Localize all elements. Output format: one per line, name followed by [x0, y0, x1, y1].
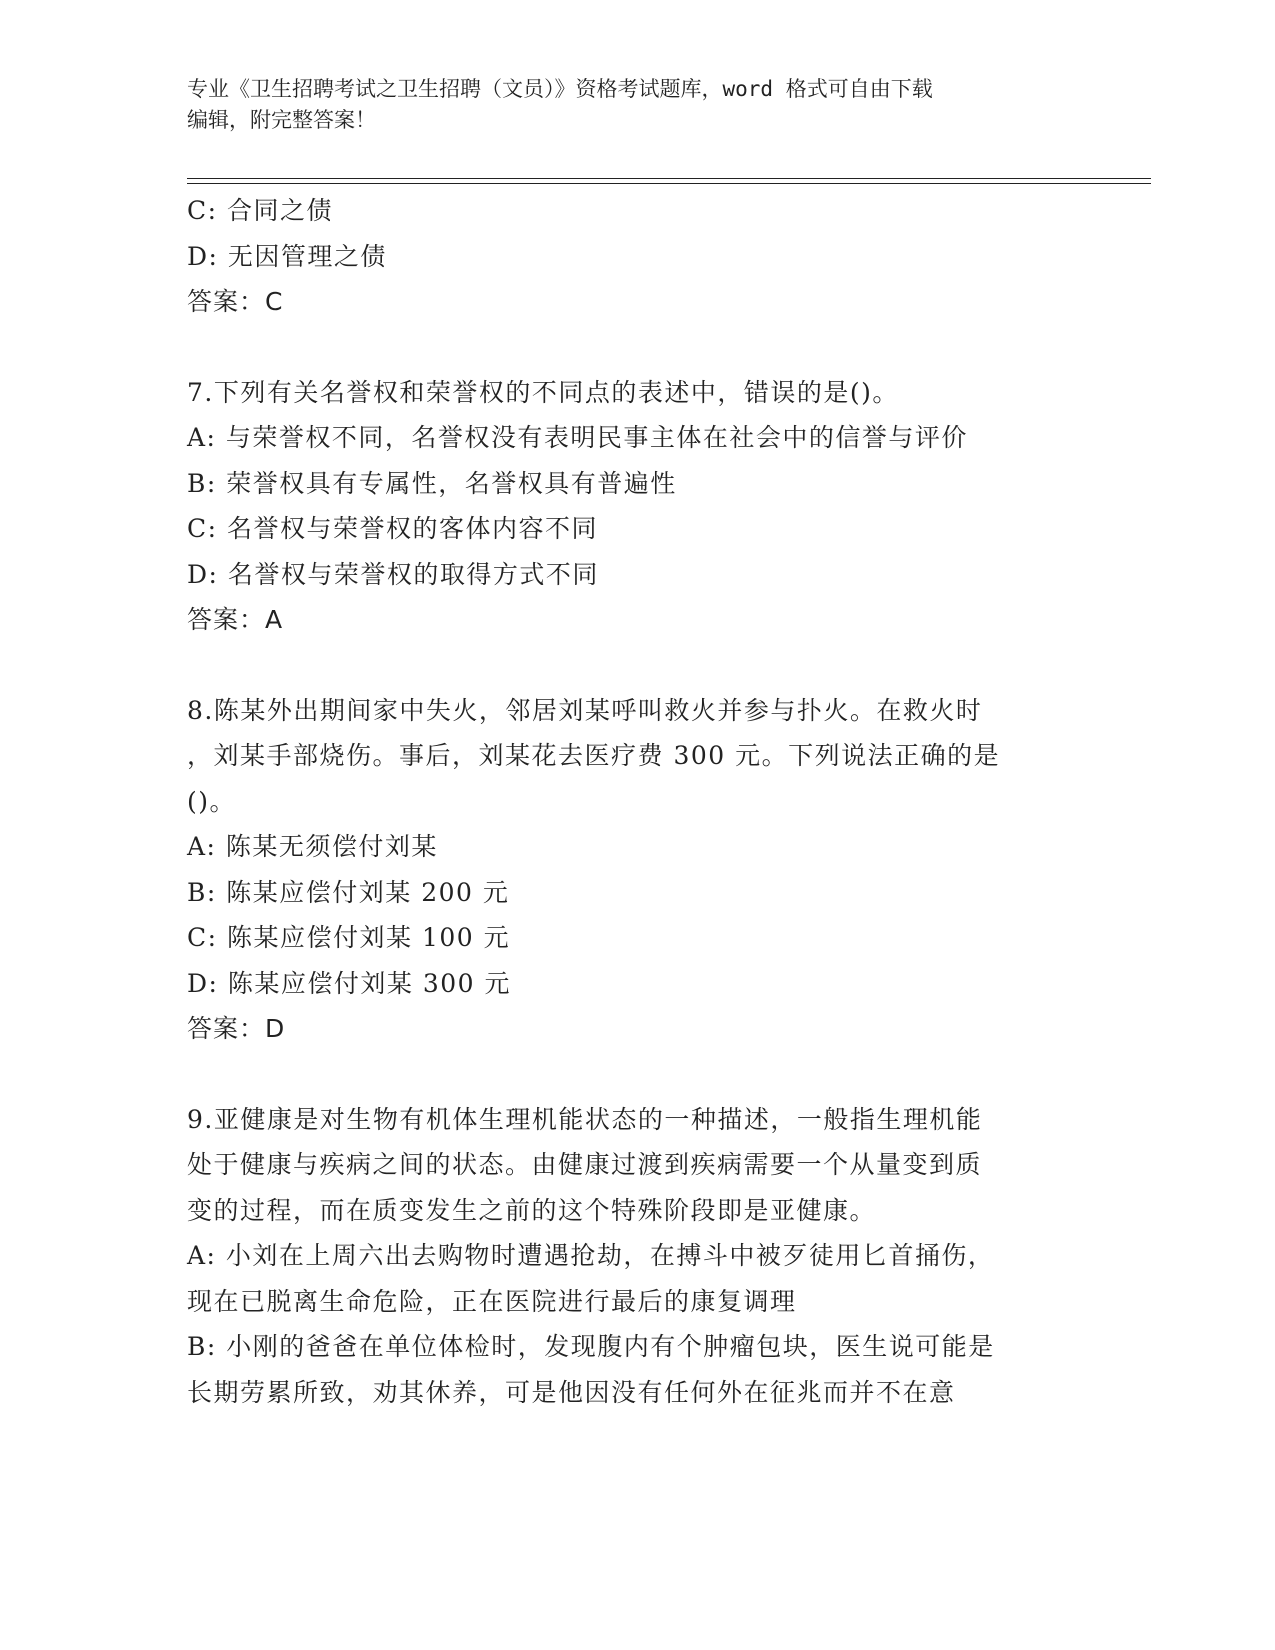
header-rule-bottom — [187, 183, 1151, 184]
question-6-tail — [187, 188, 1087, 325]
question-7 — [187, 370, 1087, 643]
header-rule-top — [187, 178, 1151, 179]
question-stem: ，刘某手部烧伤。事后，刘某花去医疗费 300 元。下列说法正确的是 — [187, 741, 1001, 770]
question-content — [187, 188, 1087, 1415]
option-a-continued: 现在已脱离生命危险，正在医院进行最后的康复调理 — [187, 1286, 797, 1316]
option-c: C: 陈某应偿付刘某 100 元 — [187, 923, 511, 952]
question-stem: 处于健康与疾病之间的状态。由健康过渡到疾病需要一个从量变到质 — [187, 1150, 983, 1179]
spacer — [187, 643, 1087, 688]
option-d: D: 名誉权与荣誉权的取得方式不同 — [187, 559, 599, 589]
option-b-continued: 长期劳累所致，劝其休养，可是他因没有任何外在征兆而并不在意 — [187, 1377, 956, 1407]
option-b: B: 陈某应偿付刘某 200 元 — [187, 877, 510, 907]
question-stem: 变的过程，而在质变发生之前的这个特殊阶段即是亚健康。 — [187, 1195, 877, 1225]
question-8 — [187, 688, 1087, 1052]
question-stem: 7.下列有关名誉权和荣誉权的不同点的表述中，错误的是()。 — [187, 377, 899, 407]
spacer — [187, 1052, 1087, 1097]
header-line-1: 专业《卫生招聘考试之卫生招聘（文员）》资格考试题库，word 格式可自由下载 — [187, 77, 933, 101]
option-b: B: 小刚的爸爸在单位体检时，发现腹内有个肿瘤包块，医生说可能是 — [187, 1332, 995, 1361]
answer-line: 答案：C — [187, 287, 284, 316]
header-line-2: 编辑，附完整答案！ — [187, 108, 376, 132]
answer-line: 答案：A — [187, 605, 284, 634]
page-header — [187, 74, 1087, 136]
answer-line: 答案：D — [187, 1014, 286, 1043]
option-a: A: 陈某无须偿付刘某 — [187, 832, 438, 861]
question-stem: ()。 — [187, 786, 237, 816]
option-a: A: 与荣誉权不同，名誉权没有表明民事主体在社会中的信誉与评价 — [187, 423, 968, 452]
option-c: C: 合同之债 — [187, 196, 333, 225]
option-a: A: 小刘在上周六出去购物时遭遇抢劫，在搏斗中被歹徒用匕首捅伤， — [187, 1241, 995, 1270]
question-9 — [187, 1097, 1087, 1416]
option-c: C: 名誉权与荣誉权的客体内容不同 — [187, 514, 598, 543]
spacer — [187, 325, 1087, 370]
option-d: D: 无因管理之债 — [187, 241, 387, 271]
question-stem: 9.亚健康是对生物有机体生理机能状态的一种描述，一般指生理机能 — [187, 1104, 983, 1134]
question-stem: 8.陈某外出期间家中失火，邻居刘某呼叫救火并参与扑火。在救火时 — [187, 695, 983, 725]
option-b: B: 荣誉权具有专属性，名誉权具有普遍性 — [187, 468, 677, 498]
option-d: D: 陈某应偿付刘某 300 元 — [187, 968, 512, 998]
